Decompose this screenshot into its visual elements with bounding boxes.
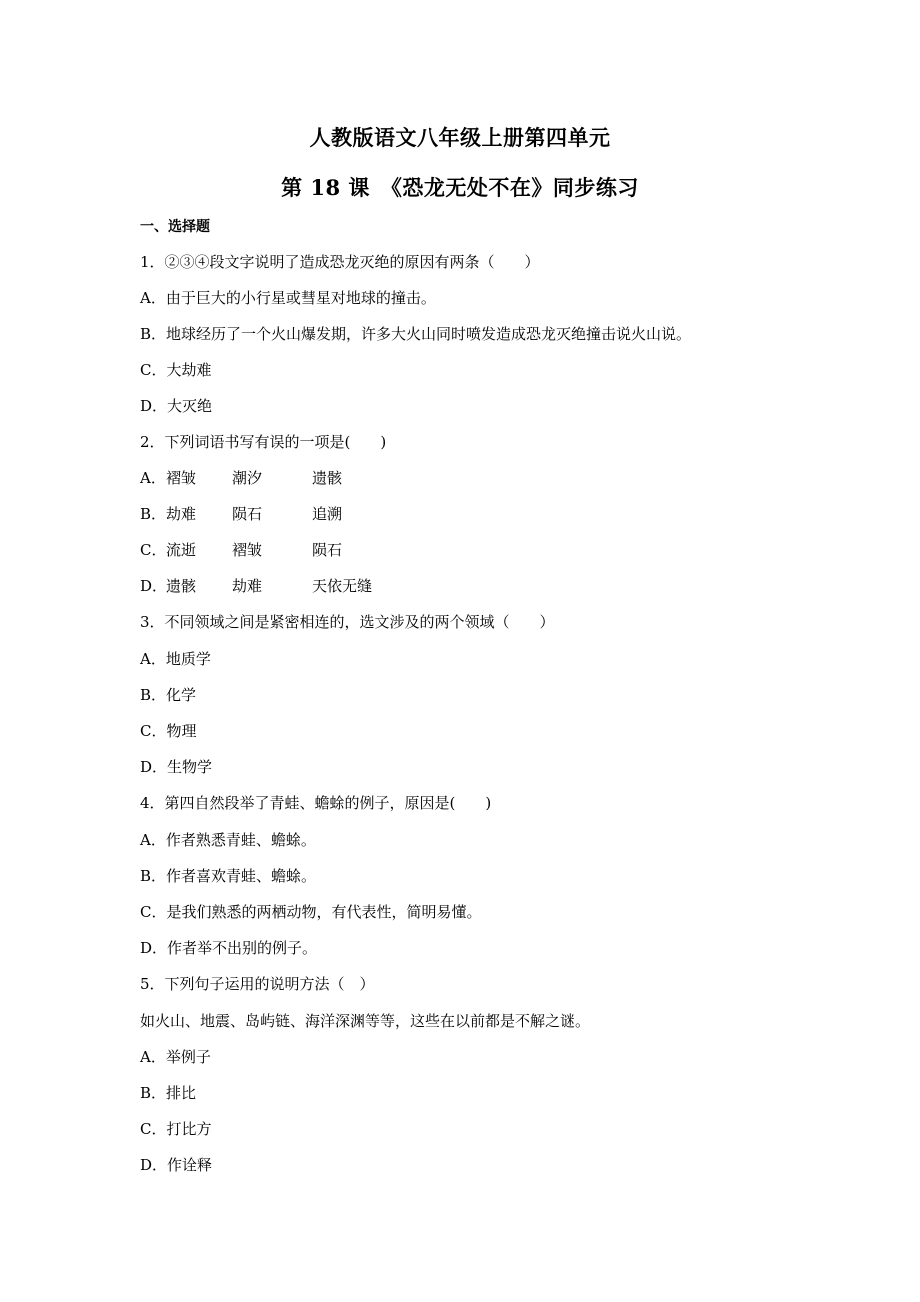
option-word-3: 追溯 <box>312 505 343 523</box>
question-3-stem: 3．不同领域之间是紧密相连的，选文涉及的两个领域（ ） <box>140 613 555 631</box>
question-4-stem: 4．第四自然段举了青蛙、蟾蜍的例子，原因是( ) <box>140 794 492 812</box>
question-5-option-c: C．打比方 <box>140 1120 212 1138</box>
option-word-3: 天依无缝 <box>312 577 373 595</box>
question-5-stem: 5．下列句子运用的说明方法（ ） <box>140 975 375 993</box>
lesson-title: 第 18 课 《恐龙无处不在》同步练习 <box>281 175 639 200</box>
document-title: 人教版语文八年级上册第四单元 <box>309 125 611 150</box>
question-5-option-d: D．作诠释 <box>140 1156 213 1174</box>
option-word-2: 劫难 <box>232 577 263 595</box>
question-2-stem: 2．下列词语书写有误的一项是( ) <box>140 433 387 451</box>
option-word-1: 褶皱 <box>166 469 197 487</box>
option-word-3: 陨石 <box>312 541 343 559</box>
option-letter: A． <box>140 469 166 487</box>
question-4-option-d: D．作者举不出别的例子。 <box>140 939 318 957</box>
question-5-option-a: A．举例子 <box>140 1048 211 1066</box>
option-letter: D． <box>140 577 168 595</box>
option-letter: C． <box>140 541 167 559</box>
question-1-option-c: C．大劫难 <box>140 361 212 379</box>
option-word-1: 劫难 <box>166 505 197 523</box>
question-4-option-b: B．作者喜欢青蛙、蟾蜍。 <box>140 867 317 885</box>
option-letter: B． <box>140 505 167 523</box>
question-3-option-d: D．生物学 <box>140 758 213 776</box>
question-1-stem: 1．②③④段文字说明了造成恐龙灭绝的原因有两条（ ） <box>140 253 540 271</box>
question-1-option-d: D．大灭绝 <box>140 397 213 415</box>
option-word-2: 潮汐 <box>232 469 263 487</box>
question-3-option-c: C．物理 <box>140 722 197 740</box>
option-word-3: 遗骸 <box>312 469 343 487</box>
question-1-option-a: A．由于巨大的小行星或彗星对地球的撞击。 <box>140 289 436 307</box>
question-5-option-b: B．排比 <box>140 1084 197 1102</box>
question-4-option-a: A．作者熟悉青蛙、蟾蜍。 <box>140 831 316 849</box>
option-word-1: 流逝 <box>166 541 197 559</box>
option-word-2: 褶皱 <box>232 541 263 559</box>
question-3-option-b: B．化学 <box>140 686 197 704</box>
question-4-option-c: C．是我们熟悉的两栖动物，有代表性，简明易懂。 <box>140 903 482 921</box>
question-5-sentence: 如火山、地震、岛屿链、海洋深渊等等，这些在以前都是不解之谜。 <box>140 1012 591 1030</box>
question-3-option-a: A．地质学 <box>140 650 211 668</box>
option-word-1: 遗骸 <box>166 577 197 595</box>
section-heading: 一、选择题 <box>140 219 210 235</box>
option-word-2: 陨石 <box>232 505 263 523</box>
question-1-option-b: B．地球经历了一个火山爆发期，许多大火山同时喷发造成恐龙灭绝撞击说火山说。 <box>140 325 692 343</box>
